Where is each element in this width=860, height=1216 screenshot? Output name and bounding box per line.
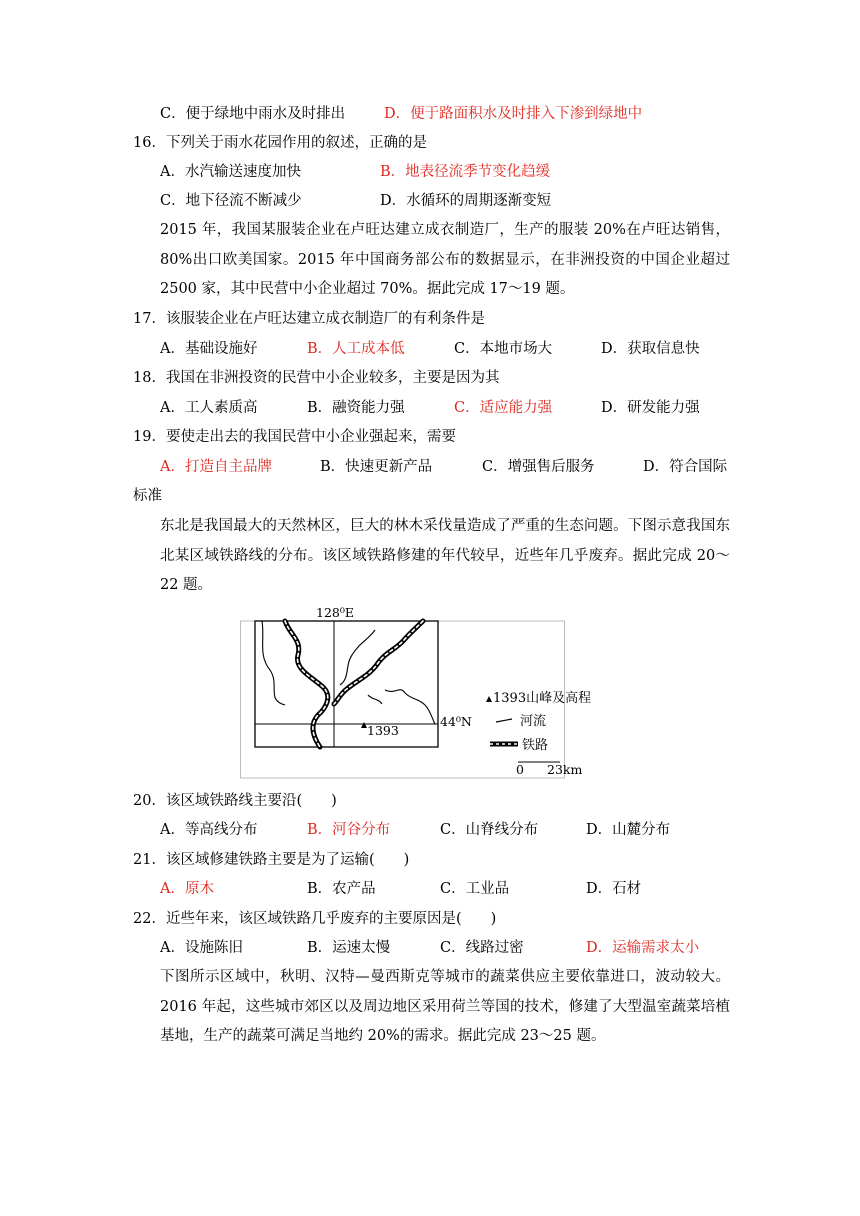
q17-option-b: B．人工成本低 [307,341,405,357]
q21-option-d: D．石材 [586,881,642,897]
q16-option-a: A．水汽输送速度加快 [160,164,301,180]
legend-rail: 铁路 [522,738,549,753]
q21-option-b: B．农产品 [307,881,376,897]
q18-option-a: A．工人素质高 [160,400,258,416]
q17-option-c: C．本地市场大 [454,341,553,357]
scale-dist: 23km [547,762,583,777]
q16-option-b: B．地表径流季节变化趋缓 [380,164,551,180]
q20-option-b: B．河谷分布 [307,822,391,838]
q21-stem: 21．该区域修建铁路主要是为了运输( ) [133,852,410,868]
q22-option-a: A．设施陈旧 [160,940,243,956]
q18-option-c: C．适应能力强 [454,400,553,416]
q21-option-c: C．工业品 [440,881,510,897]
q20-option-c: C．山脊线分布 [440,822,539,838]
legend-peak: 1393山峰及高程 [493,691,592,706]
q19-option-c: C．增强售后服务 [482,459,595,475]
q19-option-d: D．符合国际 [643,459,728,475]
q17-option-a: A．基础设施好 [160,341,258,357]
railway-west [285,621,328,747]
q21-option-a: A．原木 [160,881,214,897]
q17-option-d: D．获取信息快 [601,341,700,357]
river-3 [385,690,435,724]
railway-map [240,600,600,785]
q22-option-b: B．运速太慢 [307,940,391,956]
q20-option-d: D．山麓分布 [586,822,671,838]
lon-label: 128⁰E [316,605,354,620]
river-2 [340,630,375,685]
q16-option-d: D．水循环的周期逐渐变短 [380,193,552,209]
scale-zero: 0 [516,762,524,777]
q20-stem: 20．该区域铁路线主要沿( ) [133,793,337,809]
map-frame [255,621,438,747]
q20-option-a: A．等高线分布 [160,822,258,838]
q18-stem: 18．我国在非洲投资的民营中小企业较多，主要是因为其 [133,370,500,386]
q22-option-d: D．运输需求太小 [586,940,700,956]
q18-option-d: D．研发能力强 [601,400,700,416]
passage-20-22: 东北是我国最大的天然林区，巨大的林木采伐量造成了严重的生态问题。下图示意我国东北某区域铁路线的分布。该区域铁路修建的年代较早，近些年几乎废弃。据此完成 20～22 题。 [160,518,730,593]
q22-stem: 22．近些年来，该区域铁路几乎废弃的主要原因是( ) [133,911,497,927]
q22-option-c: C．线路过密 [440,940,524,956]
legend-peak-icon [486,696,492,702]
q16-option-c: C．地下径流不断减少 [160,193,302,209]
legend-river-icon [496,719,512,722]
q19-option-a: A．打造自主品牌 [160,459,272,475]
q17-stem: 17．该服装企业在卢旺达建立成衣制造厂的有利条件是 [133,311,485,327]
q19-option-d-wrap: 标准 [133,488,162,504]
river-4 [368,695,382,704]
q19-option-b: B．快速更新产品 [320,459,433,475]
q15-option-d: D．便于路面积水及时排入下渗到绿地中 [384,106,643,122]
river-1 [262,621,285,705]
q15-option-c: C．便于绿地中雨水及时排出 [160,106,346,122]
q18-option-b: B．融资能力强 [307,400,405,416]
peak-label: 1393 [367,723,399,738]
passage-17-19: 2015 年，我国某服装企业在卢旺达建立成衣制造厂，生产的服装 20%在卢旺达销售，80%出口欧美国家。2015 年中国商务部公布的数据显示，在非洲投资的中国企业超过 2500 家，其中民营中小企业超过 70%。据此完成 17～19 题。 [160,222,730,297]
legend-river: 河流 [520,714,547,729]
lat-label: 44⁰N [440,714,472,729]
passage-23-25: 下图所示区域中，秋明、汉特—曼西斯克等城市的蔬菜供应主要依靠进口，波动较大。2016 年起，这些城市郊区以及周边地区采用荷兰等国的技术，修建了大型温室蔬菜培植基地，生产的蔬菜可满足当地约 20%的需求。据此完成 23～25 题。 [160,969,730,1044]
q16-stem: 16．下列关于雨水花园作用的叙述，正确的是 [133,135,427,151]
q19-stem: 19．要使走出去的我国民营中小企业强起来，需要 [133,429,456,445]
